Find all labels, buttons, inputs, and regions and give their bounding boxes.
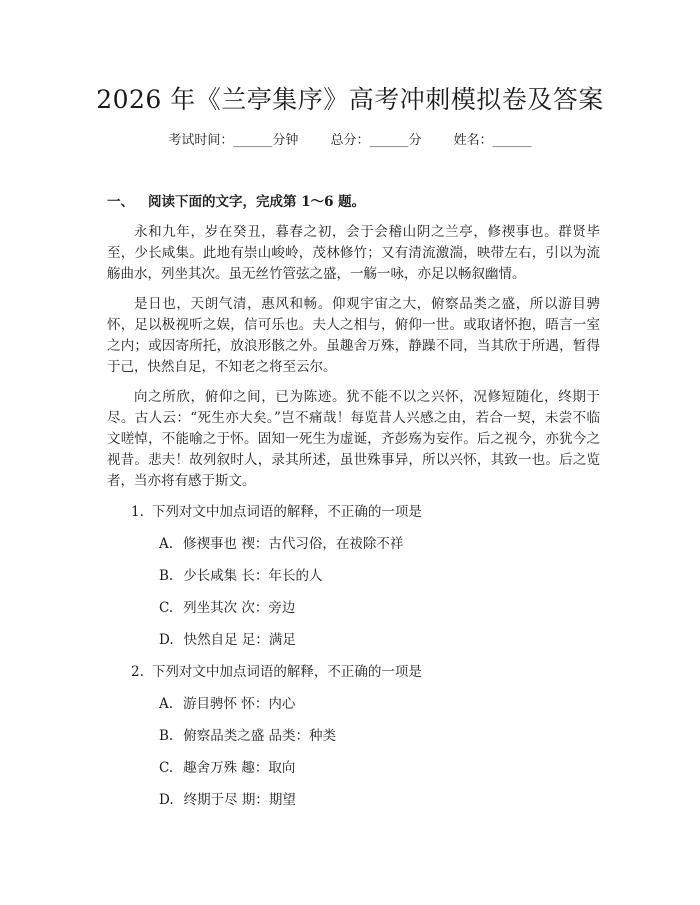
passage-paragraph-1: 永和九年，岁在癸丑，暮春之初，会于会稽山阴之兰亭，修禊事也。群贤毕至，少长咸集。此地有崇山峻岭，茂林修竹；又有清流激湍，映带左右，引以为流觞曲水，列坐其次。虽无丝竹管弦之盛，一觞一咏，亦足以畅叙幽情。 bbox=[107, 224, 600, 282]
option-key: A. bbox=[159, 536, 174, 552]
option-key: C. bbox=[159, 600, 174, 616]
question-number: 1. bbox=[131, 504, 144, 520]
question-1-option-a[interactable] bbox=[159, 534, 403, 554]
section-heading bbox=[107, 192, 365, 212]
option-text: 少长咸集 长：年长的人 bbox=[183, 568, 323, 584]
question-stem: 下列对文中加点词语的解释，不正确的一项是 bbox=[151, 504, 422, 520]
option-key: B. bbox=[159, 728, 174, 744]
student-name: 姓名：______ bbox=[453, 133, 532, 148]
question-2-option-d[interactable] bbox=[159, 790, 296, 810]
question-1-option-d[interactable] bbox=[159, 630, 296, 650]
passage-paragraph-3: 向之所欣，俯仰之间，已为陈迹。犹不能不以之兴怀，况修短随化，终期于尽。古人云：“死生亦大矣。”岂不痛哉！每览昔人兴感之由，若合一契，未尝不临文嗟悼，不能喻之于怀。固知一死生为虚诞，齐彭殇为妄作。后之视今，亦犹今之视昔。悲夫！故列叙时人，录其所述，虽世殊事异，所以兴怀，其致一也。后之览者，当亦将有感于斯文。 bbox=[107, 389, 600, 489]
question-2-option-b[interactable] bbox=[159, 726, 336, 746]
section-number: 一、 bbox=[107, 194, 134, 210]
question-1 bbox=[131, 502, 422, 522]
passage-paragraph-2: 是日也，天朗气清，惠风和畅。仰观宇宙之大，俯察品类之盛，所以游目骋怀，足以极视听之娱，信可乐也。夫人之相与，俯仰一世。或取诸怀抱，晤言一室之内；或因寄所托，放浪形骸之外。虽趣舍万殊，静躁不同，当其欣于所遇，暂得于己，快然自足，不知老之将至云尔。 bbox=[107, 296, 600, 375]
option-key: A. bbox=[159, 696, 174, 712]
option-text: 列坐其次 次：旁边 bbox=[183, 600, 296, 616]
section-instruction: 阅读下面的文字，完成第 1～6 题。 bbox=[148, 194, 366, 210]
exam-meta bbox=[0, 131, 700, 151]
exam-time: 考试时间：______分钟 bbox=[168, 133, 299, 148]
question-number: 2. bbox=[131, 664, 144, 680]
option-text: 修禊事也 禊：古代习俗，在祓除不祥 bbox=[183, 536, 404, 552]
question-1-option-b[interactable] bbox=[159, 566, 323, 586]
option-text: 趣舍万殊 趣：取向 bbox=[183, 760, 296, 776]
option-key: D. bbox=[159, 632, 174, 648]
option-key: D. bbox=[159, 792, 174, 808]
question-2 bbox=[131, 662, 422, 682]
option-text: 游目骋怀 怀：内心 bbox=[183, 696, 296, 712]
question-2-option-a[interactable] bbox=[159, 694, 295, 714]
page-title: 2026 年《兰亭集序》高考冲刺模拟卷及答案 bbox=[96, 85, 604, 114]
option-text: 终期于尽 期：期望 bbox=[183, 792, 296, 808]
question-1-option-c[interactable] bbox=[159, 598, 295, 618]
option-text: 快然自足 足：满足 bbox=[183, 632, 296, 648]
question-stem: 下列对文中加点词语的解释，不正确的一项是 bbox=[151, 664, 422, 680]
option-key: B. bbox=[159, 568, 174, 584]
exam-score: 总分：______分 bbox=[330, 133, 422, 148]
question-2-option-c[interactable] bbox=[159, 758, 295, 778]
option-key: C. bbox=[159, 760, 174, 776]
option-text: 俯察品类之盛 品类：种类 bbox=[183, 728, 337, 744]
